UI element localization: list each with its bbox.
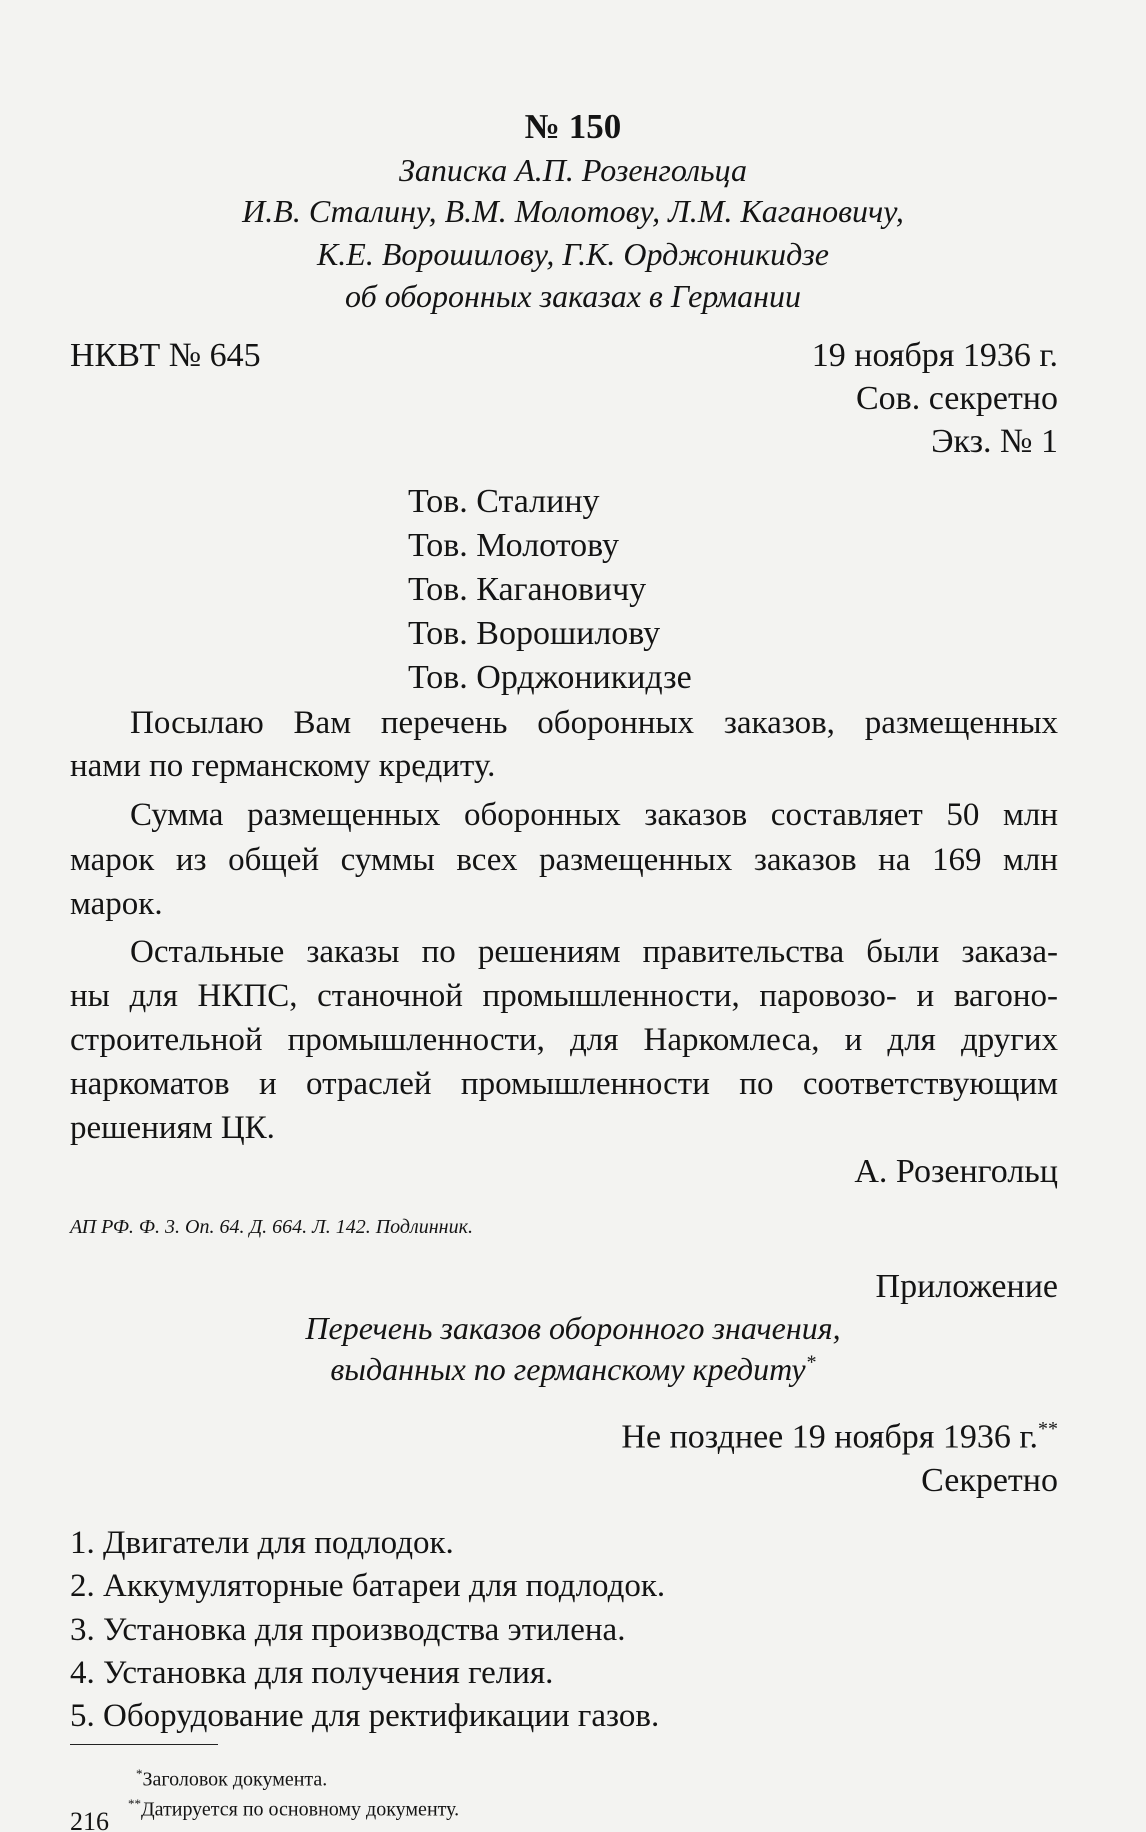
addressee: Тов. Кагановичу: [408, 571, 647, 608]
appendix-label: Приложение: [875, 1268, 1058, 1305]
outgoing-number: НКВТ № 645: [70, 337, 261, 374]
paragraph-3-line-2: ны для НКПС, станочной промышленности, паровозо- и вагоно-: [70, 978, 1058, 1014]
list-item: 2. Аккумуляторные батареи для подлодок.: [70, 1568, 666, 1604]
document-date: 19 ноября 1936 г.: [811, 337, 1058, 374]
appendix-title-line-2: [0, 1351, 1146, 1388]
addressee: Тов. Орджоникидзе: [408, 659, 692, 696]
list-item: 1. Двигатели для подлодок.: [70, 1525, 454, 1561]
appendix-classification: Секретно: [921, 1462, 1058, 1499]
paragraph-3-line-4: наркоматов и отраслей промышленности по соответствующим: [70, 1066, 1058, 1102]
addressee: Тов. Сталину: [408, 483, 600, 520]
footnote-mark: **: [128, 1796, 141, 1811]
document-number: № 150: [524, 107, 622, 146]
paragraph-2-line-3: марок.: [70, 886, 163, 922]
paragraph-2-line-2: марок из общей суммы всех размещенных заказов на 169 млн: [70, 842, 1058, 878]
footnote-divider: [70, 1744, 218, 1745]
signature: А. Розенгольц: [854, 1153, 1058, 1190]
appendix-date: [621, 1418, 1058, 1456]
paragraph-1-line-1: Посылаю Вам перечень оборонных заказов, размещенных: [130, 705, 1058, 741]
appendix-title-text: выданных по германскому кредиту: [330, 1351, 806, 1387]
addressee: Тов. Молотову: [408, 527, 620, 564]
paragraph-3-line-5: решениям ЦК.: [70, 1110, 275, 1146]
list-item: 5. Оборудование для ректификации газов.: [70, 1698, 660, 1734]
document-title-line-2: И.В. Сталину, В.М. Молотову, Л.М. Кагановичу,: [242, 193, 904, 229]
copy-number: Экз. № 1: [931, 423, 1058, 460]
paragraph-2-line-1: Сумма размещенных оборонных заказов составляет 50 млн: [130, 797, 1058, 833]
footnote-2: [128, 1796, 459, 1822]
archival-source: АП РФ. Ф. 3. Оп. 64. Д. 664. Л. 142. Подлинник.: [70, 1216, 473, 1238]
document-title-line-3: К.Е. Ворошилову, Г.К. Орджоникидзе: [317, 236, 829, 272]
appendix-title-line-1: Перечень заказов оборонного значения,: [305, 1310, 841, 1346]
document-title-line-1: Записка А.П. Розенгольца: [399, 152, 747, 188]
footnote-mark: *: [136, 1766, 143, 1781]
appendix-date-text: Не позднее 19 ноября 1936 г.: [621, 1418, 1038, 1456]
footnote-text: Датируется по основному документу.: [141, 1798, 460, 1821]
addressee: Тов. Ворошилову: [408, 615, 661, 652]
paragraph-3-line-1: Остальные заказы по решениям правительства были заказа-: [130, 934, 1058, 970]
paragraph-1-line-2: нами по германскому кредиту.: [70, 748, 496, 784]
classification-stamp: Сов. секретно: [856, 380, 1058, 417]
list-item: 4. Установка для получения гелия.: [70, 1655, 554, 1691]
footnote-1: [136, 1766, 327, 1792]
footnote-mark: *: [805, 1351, 816, 1374]
footnote-mark: **: [1038, 1418, 1058, 1440]
footnote-text: Заголовок документа.: [142, 1768, 328, 1791]
document-title-line-4: об оборонных заказах в Германии: [345, 278, 801, 314]
list-item: 3. Установка для производства этилена.: [70, 1612, 626, 1648]
paragraph-3-line-3: строительной промышленности, для Наркомлеса, и для других: [70, 1022, 1058, 1058]
page-number: 216: [70, 1812, 109, 1832]
